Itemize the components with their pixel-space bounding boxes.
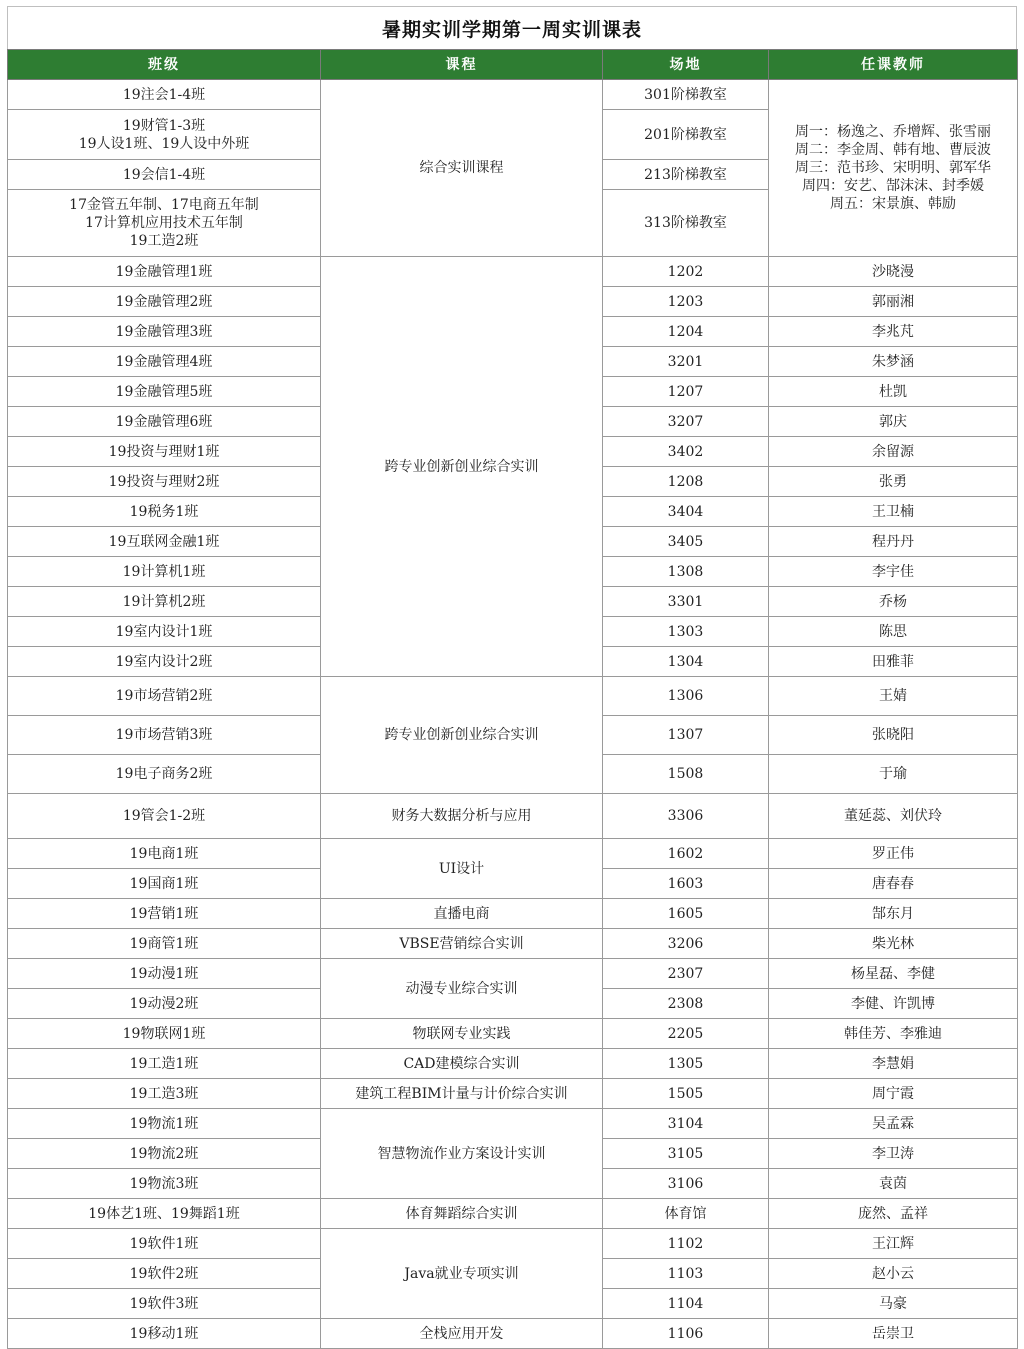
venue-cell: 3405: [603, 527, 769, 557]
course-cell: CAD建模综合实训: [321, 1049, 603, 1079]
venue-cell: 1102: [603, 1229, 769, 1259]
class-cell: 17金管五年制、17电商五年制 17计算机应用技术五年制 19工造2班: [8, 190, 321, 257]
class-cell: 19动漫1班: [8, 959, 321, 989]
class-cell: 19物联网1班: [8, 1019, 321, 1049]
class-cell: 19电子商务2班: [8, 755, 321, 794]
course-cell: 直播电商: [321, 899, 603, 929]
course-cell: 综合实训课程: [321, 80, 603, 257]
table-row: [8, 257, 1018, 287]
course-cell: 财务大数据分析与应用: [321, 794, 603, 839]
venue-cell: 1303: [603, 617, 769, 647]
teacher-cell: 马豪: [769, 1289, 1018, 1319]
table-row: [8, 899, 1018, 929]
venue-cell: 1207: [603, 377, 769, 407]
class-cell: 19体艺1班、19舞蹈1班: [8, 1199, 321, 1229]
teacher-cell: 郭庆: [769, 407, 1018, 437]
table-row: [8, 1019, 1018, 1049]
class-cell: 19工造3班: [8, 1079, 321, 1109]
venue-cell: 3402: [603, 437, 769, 467]
teacher-cell: 李宇佳: [769, 557, 1018, 587]
course-cell: 跨专业创新创业综合实训: [321, 257, 603, 677]
table-row: [8, 1229, 1018, 1259]
class-cell: 19软件2班: [8, 1259, 321, 1289]
teacher-cell: 朱梦涵: [769, 347, 1018, 377]
class-cell: 19营销1班: [8, 899, 321, 929]
teacher-cell: 李兆芃: [769, 317, 1018, 347]
class-cell: 19金融管理3班: [8, 317, 321, 347]
teacher-cell: 郜东月: [769, 899, 1018, 929]
venue-cell: 313阶梯教室: [603, 190, 769, 257]
venue-cell: 2308: [603, 989, 769, 1019]
class-cell: 19投资与理财2班: [8, 467, 321, 497]
table-row: [8, 794, 1018, 839]
table-row: [8, 1109, 1018, 1139]
teacher-cell: 余留源: [769, 437, 1018, 467]
venue-cell: 201阶梯教室: [603, 110, 769, 160]
venue-cell: 3105: [603, 1139, 769, 1169]
venue-cell: 1204: [603, 317, 769, 347]
table-row: [8, 1319, 1018, 1349]
venue-cell: 301阶梯教室: [603, 80, 769, 110]
class-cell: 19国商1班: [8, 869, 321, 899]
venue-cell: 1306: [603, 677, 769, 716]
class-cell: 19商管1班: [8, 929, 321, 959]
venue-cell: 2205: [603, 1019, 769, 1049]
class-cell: 19软件3班: [8, 1289, 321, 1319]
teacher-cell: 赵小云: [769, 1259, 1018, 1289]
teacher-cell: 李慧娟: [769, 1049, 1018, 1079]
class-cell: 19市场营销3班: [8, 716, 321, 755]
class-cell: 19工造1班: [8, 1049, 321, 1079]
class-cell: 19移动1班: [8, 1319, 321, 1349]
class-cell: 19电商1班: [8, 839, 321, 869]
teacher-cell: 庞然、孟祥: [769, 1199, 1018, 1229]
venue-cell: 1203: [603, 287, 769, 317]
teacher-cell: 周一：杨逸之、乔增辉、张雪丽 周二：李金周、韩有地、曹辰波 周三：范书珍、宋明明、郭军华 周四：安艺、郜沫沫、封季媛 周五：宋景旗、韩励: [769, 80, 1018, 257]
class-cell: 19金融管理1班: [8, 257, 321, 287]
class-cell: 19金融管理6班: [8, 407, 321, 437]
teacher-cell: 柴光林: [769, 929, 1018, 959]
course-cell: 建筑工程BIM计量与计价综合实训: [321, 1079, 603, 1109]
venue-cell: 1605: [603, 899, 769, 929]
teacher-cell: 张勇: [769, 467, 1018, 497]
venue-cell: 1104: [603, 1289, 769, 1319]
class-cell: 19室内设计1班: [8, 617, 321, 647]
table-row: [8, 959, 1018, 989]
teacher-cell: 王卫楠: [769, 497, 1018, 527]
venue-cell: 3306: [603, 794, 769, 839]
table-row: [8, 677, 1018, 716]
venue-cell: 1305: [603, 1049, 769, 1079]
table-row: [8, 80, 1018, 110]
teacher-cell: 王江辉: [769, 1229, 1018, 1259]
class-cell: 19市场营销2班: [8, 677, 321, 716]
teacher-cell: 程丹丹: [769, 527, 1018, 557]
class-cell: 19动漫2班: [8, 989, 321, 1019]
schedule-sheet: [7, 6, 1017, 1349]
class-cell: 19会信1-4班: [8, 160, 321, 190]
teacher-cell: 杨星磊、李健: [769, 959, 1018, 989]
teacher-cell: 董延蕊、刘伏玲: [769, 794, 1018, 839]
venue-cell: 3207: [603, 407, 769, 437]
course-cell: 体育舞蹈综合实训: [321, 1199, 603, 1229]
class-cell: 19软件1班: [8, 1229, 321, 1259]
table-row: [8, 839, 1018, 869]
sheet-title: 暑期实训学期第一周实训课表: [7, 6, 1017, 49]
teacher-cell: 吴孟霖: [769, 1109, 1018, 1139]
venue-cell: 1505: [603, 1079, 769, 1109]
teacher-cell: 田雅菲: [769, 647, 1018, 677]
teacher-cell: 陈思: [769, 617, 1018, 647]
teacher-cell: 张晓阳: [769, 716, 1018, 755]
class-cell: 19室内设计2班: [8, 647, 321, 677]
course-cell: Java就业专项实训: [321, 1229, 603, 1319]
schedule-body: [8, 80, 1018, 1349]
class-cell: 19金融管理2班: [8, 287, 321, 317]
teacher-cell: 周宁霞: [769, 1079, 1018, 1109]
course-cell: 跨专业创新创业综合实训: [321, 677, 603, 794]
venue-cell: 3404: [603, 497, 769, 527]
class-cell: 19金融管理4班: [8, 347, 321, 377]
teacher-cell: 乔杨: [769, 587, 1018, 617]
venue-cell: 1103: [603, 1259, 769, 1289]
schedule-table: [7, 49, 1018, 1349]
teacher-cell: 李健、许凯博: [769, 989, 1018, 1019]
teacher-cell: 沙晓漫: [769, 257, 1018, 287]
class-cell: 19注会1-4班: [8, 80, 321, 110]
venue-cell: 1208: [603, 467, 769, 497]
venue-cell: 1602: [603, 839, 769, 869]
teacher-cell: 袁茵: [769, 1169, 1018, 1199]
venue-cell: 2307: [603, 959, 769, 989]
table-row: [8, 1079, 1018, 1109]
course-cell: 全栈应用开发: [321, 1319, 603, 1349]
venue-cell: 1304: [603, 647, 769, 677]
header-course: 课程: [321, 50, 603, 80]
teacher-cell: 岳崇卫: [769, 1319, 1018, 1349]
course-cell: 物联网专业实践: [321, 1019, 603, 1049]
teacher-cell: 罗正伟: [769, 839, 1018, 869]
course-cell: VBSE营销综合实训: [321, 929, 603, 959]
venue-cell: 体育馆: [603, 1199, 769, 1229]
teacher-cell: 郭丽湘: [769, 287, 1018, 317]
table-row: [8, 1199, 1018, 1229]
class-cell: 19投资与理财1班: [8, 437, 321, 467]
class-cell: 19金融管理5班: [8, 377, 321, 407]
class-cell: 19计算机1班: [8, 557, 321, 587]
venue-cell: 1307: [603, 716, 769, 755]
course-cell: 智慧物流作业方案设计实训: [321, 1109, 603, 1199]
venue-cell: 3104: [603, 1109, 769, 1139]
table-row: [8, 1049, 1018, 1079]
teacher-cell: 于瑜: [769, 755, 1018, 794]
course-cell: UI设计: [321, 839, 603, 899]
venue-cell: 3206: [603, 929, 769, 959]
teacher-cell: 杜凯: [769, 377, 1018, 407]
class-cell: 19计算机2班: [8, 587, 321, 617]
venue-cell: 3301: [603, 587, 769, 617]
venue-cell: 1508: [603, 755, 769, 794]
table-row: [8, 929, 1018, 959]
header-teacher: 任课教师: [769, 50, 1018, 80]
course-cell: 动漫专业综合实训: [321, 959, 603, 1019]
teacher-cell: 韩佳芳、李雅迪: [769, 1019, 1018, 1049]
class-cell: 19物流3班: [8, 1169, 321, 1199]
venue-cell: 1603: [603, 869, 769, 899]
venue-cell: 1106: [603, 1319, 769, 1349]
class-cell: 19物流1班: [8, 1109, 321, 1139]
venue-cell: 1202: [603, 257, 769, 287]
venue-cell: 1308: [603, 557, 769, 587]
venue-cell: 3201: [603, 347, 769, 377]
class-cell: 19税务1班: [8, 497, 321, 527]
venue-cell: 3106: [603, 1169, 769, 1199]
header-venue: 场地: [603, 50, 769, 80]
class-cell: 19物流2班: [8, 1139, 321, 1169]
header-row: [8, 50, 1018, 80]
class-cell: 19管会1-2班: [8, 794, 321, 839]
class-cell: 19财管1-3班 19人设1班、19人设中外班: [8, 110, 321, 160]
teacher-cell: 唐春春: [769, 869, 1018, 899]
teacher-cell: 李卫涛: [769, 1139, 1018, 1169]
class-cell: 19互联网金融1班: [8, 527, 321, 557]
teacher-cell: 王婧: [769, 677, 1018, 716]
venue-cell: 213阶梯教室: [603, 160, 769, 190]
header-class: 班级: [8, 50, 321, 80]
